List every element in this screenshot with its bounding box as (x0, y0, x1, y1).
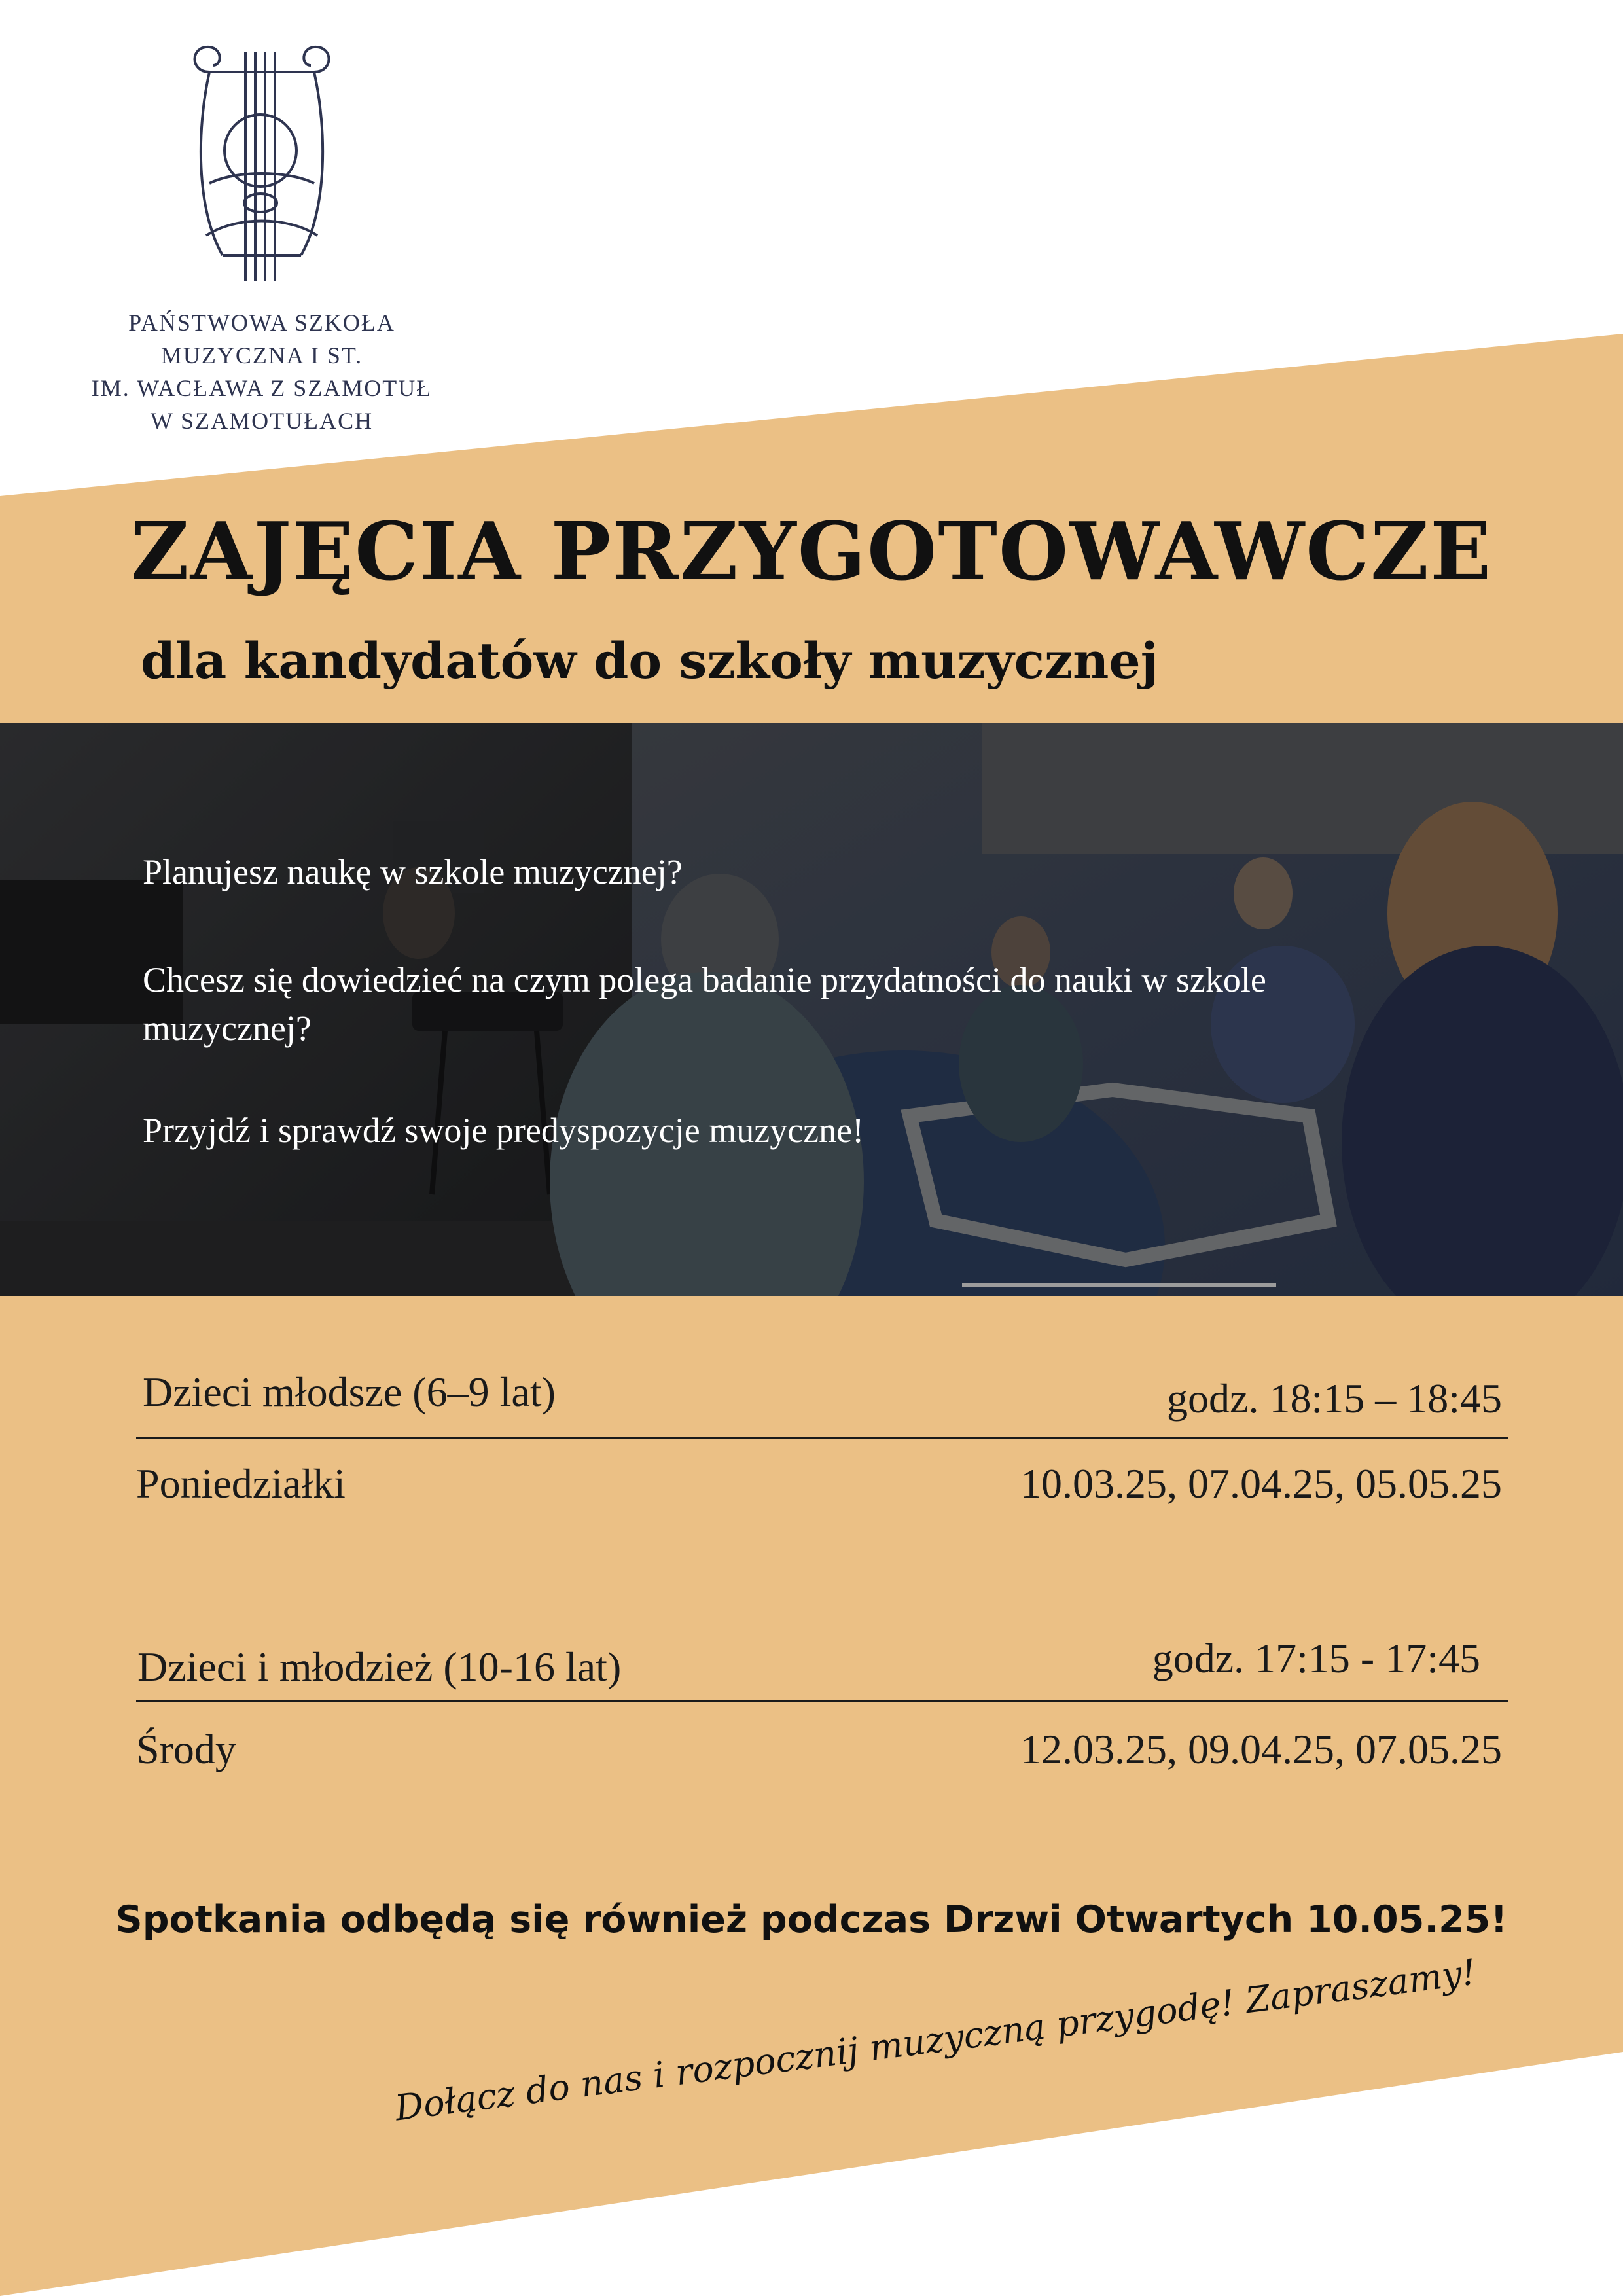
intro-question-1: Planujesz naukę w szkole muzycznej? (143, 852, 683, 891)
group-day: Poniedziałki (136, 1460, 346, 1507)
photo-banner (0, 723, 1623, 1296)
group-hours: godz. 18:15 – 18:45 (1167, 1375, 1502, 1422)
group-hours: godz. 17:15 - 17:45 (1152, 1635, 1480, 1681)
intro-question-2: Chcesz się dowiedzieć na czym polega badanie przydatności do nauki w szkole muzycznej? (143, 960, 1266, 1048)
group-dates: 12.03.25, 09.04.25, 07.05.25 (1020, 1726, 1502, 1772)
group-dates: 10.03.25, 07.04.25, 05.05.25 (1020, 1460, 1502, 1507)
school-logo (85, 39, 438, 437)
group-day: Środy (136, 1726, 236, 1772)
page-subtitle: dla kandydatów do szkoły muzycznej (141, 632, 1159, 690)
school-name-line: PAŃSTWOWA SZKOŁA (128, 310, 395, 336)
closing-invitation: Dołącz do nas i rozpocznij muzyczną przygodę! Zapraszamy! (393, 1951, 1478, 2129)
school-name-line: MUZYCZNA I ST. (160, 342, 363, 368)
divider (136, 1700, 1508, 1702)
page-title: ZAJĘCIA PRZYGOTOWAWCZE (130, 504, 1493, 598)
school-name-line: IM. WACŁAWA Z SZAMOTUŁ (91, 375, 433, 401)
group-name: Dzieci i młodzież (10-16 lat) (137, 1643, 622, 1690)
school-name-line: W SZAMOTUŁACH (150, 408, 374, 434)
lyre-icon (183, 39, 340, 288)
group-name: Dzieci młodsze (6–9 lat) (143, 1369, 556, 1415)
divider (136, 1437, 1508, 1439)
open-day-notice: Spotkania odbędą się również podczas Drzwi Otwartych 10.05.25! (115, 1898, 1508, 1941)
intro-call-to-action: Przyjdź i sprawdź swoje predyspozycje muzyczne! (143, 1111, 865, 1150)
